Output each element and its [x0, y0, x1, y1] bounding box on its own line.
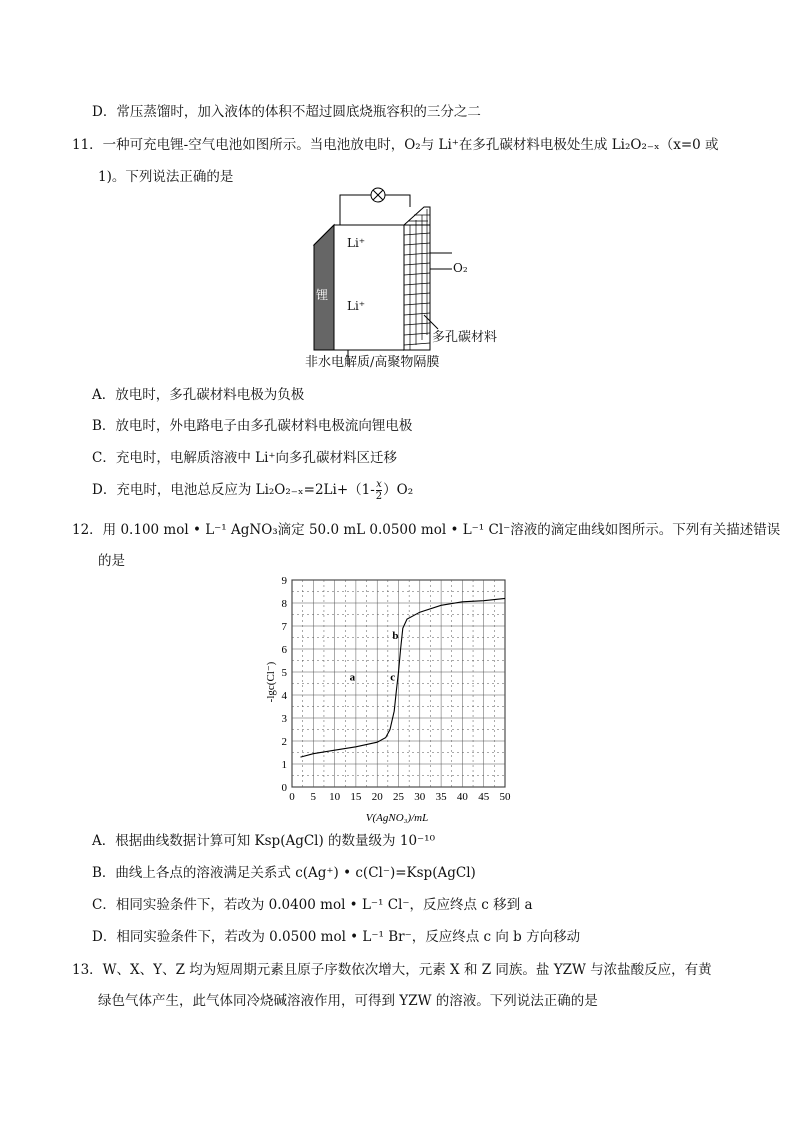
x-tick-label: 45	[478, 791, 490, 803]
point-label-b: b	[392, 630, 399, 643]
membrane-label: 非水电解质/高聚物隔膜	[305, 355, 440, 370]
anode-label: 锂	[316, 288, 329, 302]
x-tick-label: 20	[371, 791, 383, 803]
q11-stem-line1: 11．一种可充电锂-空气电池如图所示。当电池放电时，O₂与 Li⁺在多孔碳材料电极处生成 Li₂O₂₋ₓ（x=0 或	[72, 137, 719, 153]
x-tick-label: 50	[499, 791, 511, 803]
q11-stem-line2: 1)。下列说法正确的是	[98, 169, 234, 185]
y-tick-label: 7	[281, 621, 287, 633]
y-tick-label: 0	[281, 782, 287, 794]
q10-option-d: D．常压蒸馏时，加入液体的体积不超过圆底烧瓶容积的三分之二	[92, 104, 481, 120]
o2-label: O₂	[453, 261, 468, 275]
point-label-a: a	[349, 671, 356, 684]
q11-option-d-text: D．充电时，电池总反应为 Li₂O₂₋ₓ=2Li+（1-	[92, 482, 375, 498]
q11-option-c: C．充电时，电解质溶液中 Li⁺向多孔碳材料区迁移	[92, 450, 398, 466]
q11-option-a: A．放电时，多孔碳材料电极为负极	[92, 387, 305, 403]
li-ion-label-bottom: Li⁺	[347, 299, 366, 313]
q12-option-d: D．相同实验条件下，若改为 0.0500 mol • L⁻¹ Br⁻，反应终点 c 向 b 方向移动	[92, 929, 581, 945]
fraction-denominator: 2	[375, 491, 383, 502]
q11-option-d	[92, 478, 413, 502]
q11-option-d-tail: ）O₂	[383, 482, 414, 498]
li-ion-label-top: Li⁺	[347, 236, 366, 250]
x-tick-label: 10	[329, 791, 341, 803]
y-tick-label: 3	[281, 713, 287, 725]
x-tick-label: 30	[414, 791, 426, 803]
q12-option-a: A．根据曲线数据计算可知 Ksp(AgCl) 的数量级为 10⁻¹⁰	[92, 833, 435, 849]
porous-carbon-block	[404, 207, 430, 350]
titration-chart	[262, 572, 522, 824]
x-tick-label: 40	[456, 791, 468, 803]
q12-option-b: B．曲线上各点的溶液满足关系式 c(Ag⁺) • c(Cl⁻)=Ksp(AgCl)	[92, 865, 476, 881]
q12-option-c: C．相同实验条件下，若改为 0.0400 mol • L⁻¹ Cl⁻，反应终点 c 移到 a	[92, 897, 533, 913]
y-tick-label: 1	[281, 759, 287, 771]
fraction	[376, 479, 382, 502]
fraction-numerator: x	[376, 479, 382, 490]
point-label-c: c	[390, 671, 396, 684]
x-tick-label: 35	[435, 791, 447, 803]
electrolyte	[334, 225, 404, 350]
x-tick-label: 25	[393, 791, 404, 803]
q12-stem-line1: 12．用 0.100 mol • L⁻¹ AgNO₃滴定 50.0 mL 0.0500 mol • L⁻¹ Cl⁻溶液的滴定曲线如图所示。下列有关描述错误	[72, 522, 781, 538]
y-tick-label: 9	[281, 575, 287, 587]
x-tick-label: 15	[350, 791, 362, 803]
y-tick-label: 6	[281, 644, 287, 656]
q13-stem-line2: 绿色气体产生，此气体同冷烧碱溶液作用，可得到 YZW 的溶液。下列说法正确的是	[98, 993, 598, 1009]
y-axis-label: -lgc(Cl⁻)	[265, 661, 277, 703]
q13-stem-line1: 13．W、X、Y、Z 均为短周期元素且原子序数依次增大，元素 X 和 Z 同族。盐 YZW 与浓盐酸反应，有黄	[72, 962, 712, 978]
x-tick-label: 5	[310, 791, 317, 803]
q12-stem-line2: 的是	[98, 553, 125, 569]
carbon-label: 多孔碳材料	[432, 330, 498, 345]
x-tick-label: 0	[289, 791, 295, 803]
y-tick-label: 5	[281, 667, 287, 679]
x-axis-label: V(AgNO₃)/mL	[365, 812, 429, 824]
battery-diagram	[300, 185, 500, 375]
q11-option-b: B．放电时，外电路电子由多孔碳材料电极流向锂电极	[92, 418, 413, 434]
y-tick-label: 4	[281, 690, 287, 702]
y-tick-label: 2	[281, 736, 287, 748]
y-tick-label: 8	[281, 598, 287, 610]
